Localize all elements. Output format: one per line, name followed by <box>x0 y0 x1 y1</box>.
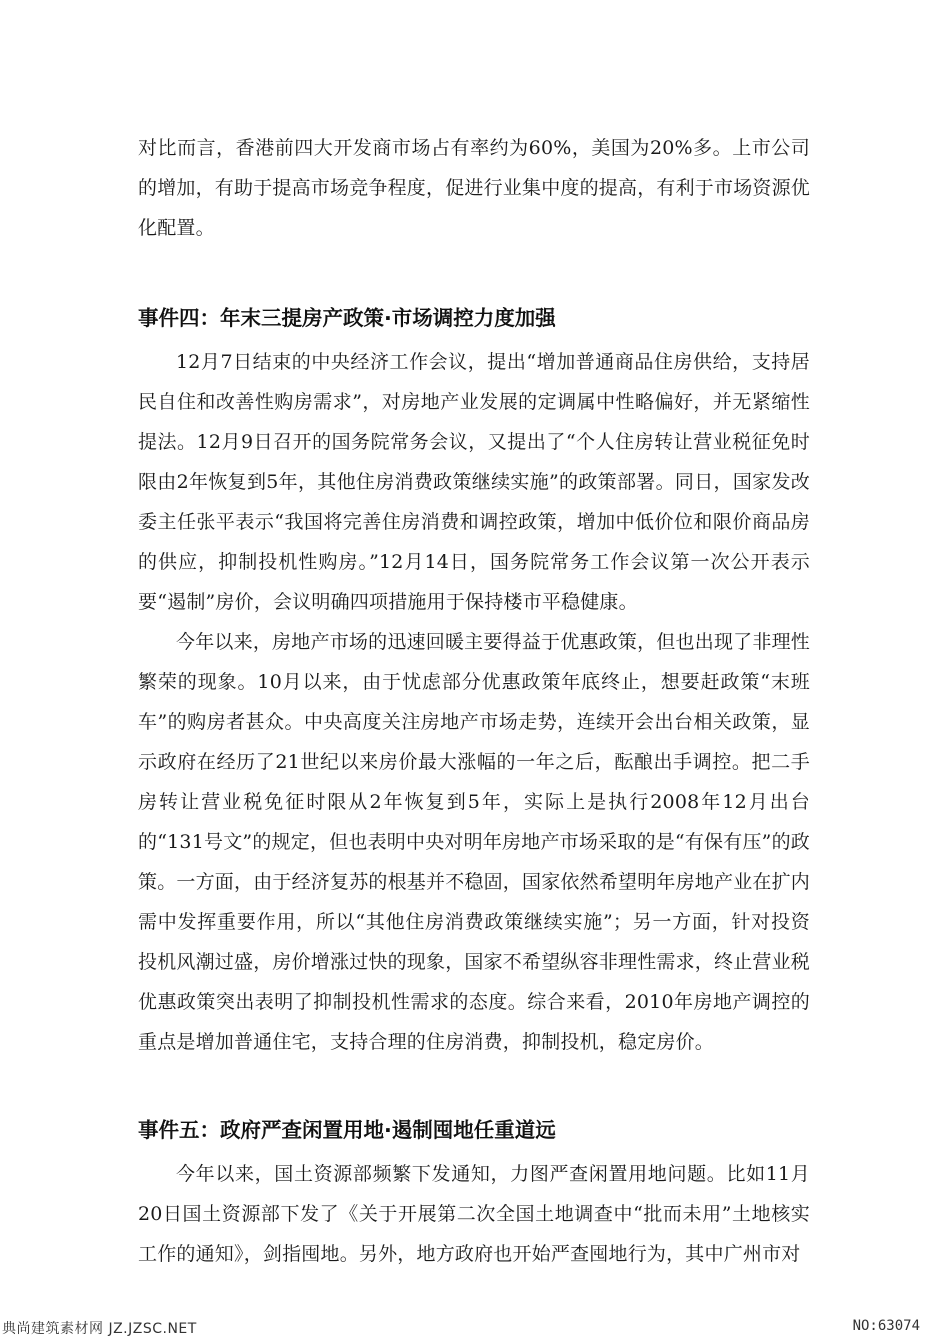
document-body <box>138 128 810 1274</box>
section-5-heading: 事件五：政府严查闲置用地·遏制囤地任重道远 <box>138 1118 556 1142</box>
footer-watermark: 典尚建筑素材网 JZ.JZSC.NET <box>2 1321 197 1337</box>
section-4-heading: 事件四：年末三提房产政策·市场调控力度加强 <box>138 306 556 330</box>
section-4-paragraph-1: 12月7日结束的中央经济工作会议，提出“增加普通商品住房供给，支持居民自住和改善性购房需求”，对房地产业发展的定调属中性略偏好，并无紧缩性提法。12月9日召开的国务院常务会议，又提出了“个人住房转让营业税征免时限由2年恢复到5年，其他住房消费政策继续实施”的政策部署。同日，国家发改委主任张平表示“我国将完善住房消费和调控政策，增加中低价位和限价商品房的供应，抑制投机性购房。”12月14日，国务院常务工作会议第一次公开表示要“遏制”房价，会议明确四项措施用于保持楼市平稳健康。 <box>138 351 810 613</box>
intro-paragraph: 对比而言，香港前四大开发商市场占有率约为60%，美国为20%多。上市公司的增加，有助于提高市场竞争程度，促进行业集中度的提高，有利于市场资源优化配置。 <box>138 137 811 239</box>
footer-number: NO:63074 <box>852 1318 920 1334</box>
section-4-paragraph-2: 今年以来，房地产市场的迅速回暖主要得益于优惠政策，但也出现了非理性繁荣的现象。10月以来，由于忧虑部分优惠政策年底终止，想要赶政策“末班车”的购房者甚众。中央高度关注房地产市场走势，连续开会出台相关政策，显示政府在经历了21世纪以来房价最大涨幅的一年之后，酝酿出手调控。把二手房转让营业税免征时限从2年恢复到5年，实际上是执行2008年12月出台的“131号文”的规定，但也表明中央对明年房地产市场采取的是“有保有压”的政策。一方面，由于经济复苏的根基并不稳固，国家依然希望明年房地产业在扩内需中发挥重要作用，所以“其他住房消费政策继续实施”；另一方面，针对投资投机风潮过盛，房价增涨过快的现象，国家不希望纵容非理性需求，终止营业税优惠政策突出表明了抑制投机性需求的态度。综合来看，2010年房地产调控的重点是增加普通住宅，支持合理的住房消费，抑制投机，稳定房价。 <box>138 631 811 1053</box>
section-5-paragraph-1: 今年以来，国土资源部频繁下发通知，力图严查闲置用地问题。比如11月20日国土资源部下发了《关于开展第二次全国土地调查中“批而未用”土地核实工作的通知》，剑指囤地。另外，地方政府也开始严查囤地行为，其中广州市对 <box>138 1163 810 1265</box>
